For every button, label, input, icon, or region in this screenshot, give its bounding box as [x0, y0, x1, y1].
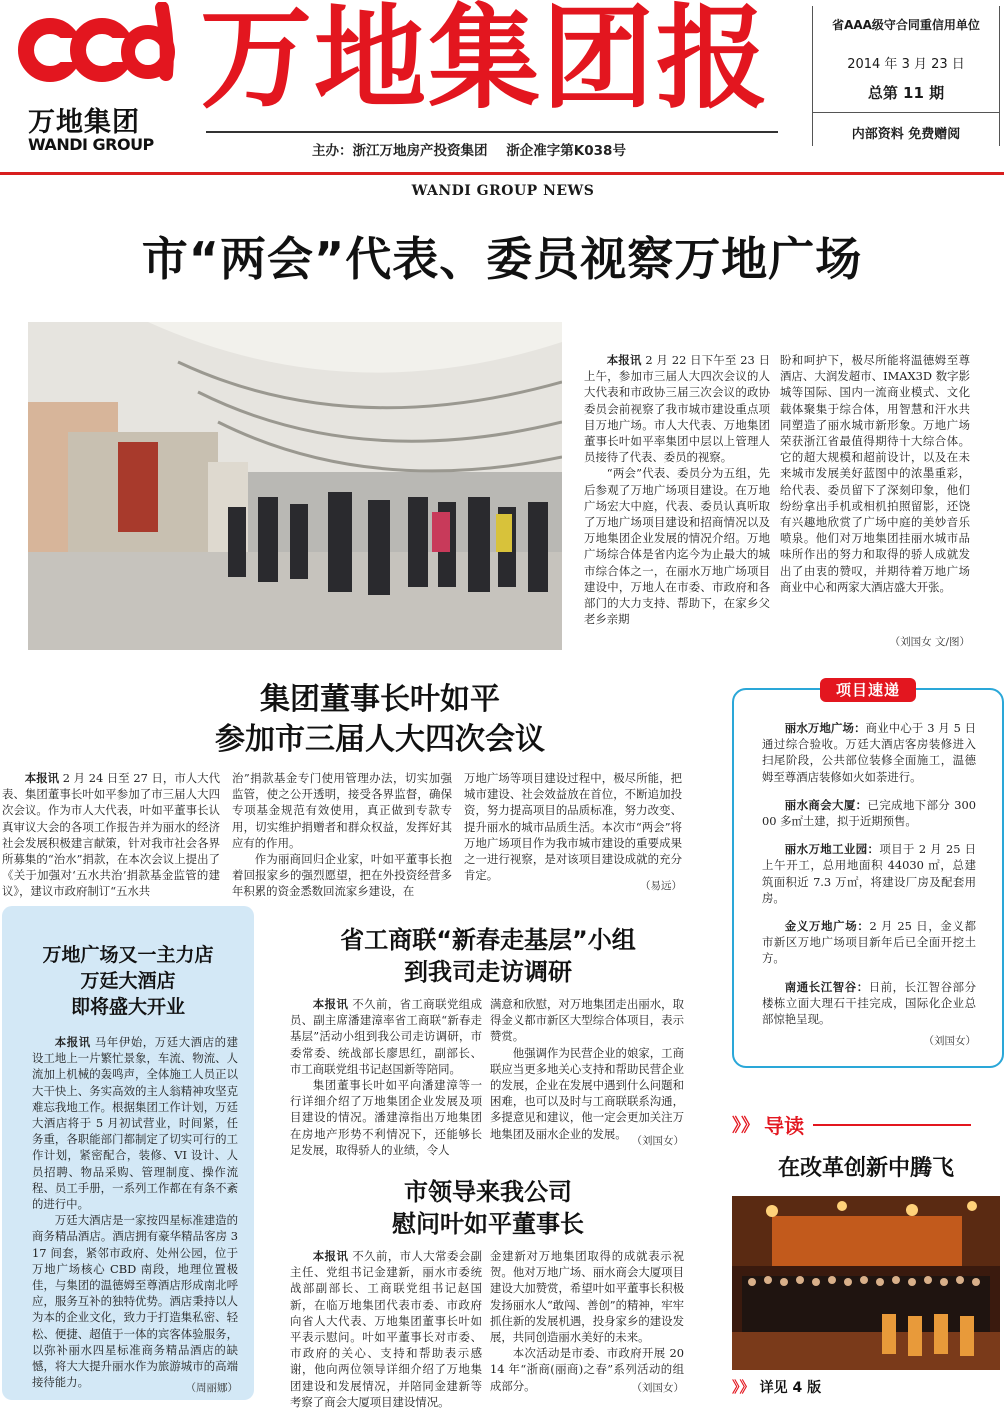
- issue-box: [812, 6, 1000, 146]
- hotel-byline: （周丽娜）: [185, 1382, 238, 1394]
- projects-list: [762, 720, 976, 1049]
- hotel-title-line2: 万廷大酒店: [80, 970, 176, 992]
- credit-line: 省AAA级守合同重信用单位: [832, 18, 980, 32]
- project-item: 丽水万地工业园：项目于 2 月 25 日上午开工，总用地面积 44030 ㎡，总建筑面积近 7.3 万㎡，将建设厂房及配套用房。: [762, 842, 976, 905]
- issue-divider: [813, 112, 999, 113]
- guide-rule: [813, 1124, 971, 1126]
- visiting-delegation-image: [28, 322, 562, 650]
- paragraph: 万地广场等项目建设过程中，极尽所能，把城市建设、社会效益放在首位，不断追加投资，努力提高项目的品质标准，努力改变、提升丽水的城市品质生活。本次市“两会”将万地广场项目作为我市城市建设的重要成果之一进行视察，是对该项目建设成就的充分肯定。: [464, 771, 682, 883]
- sponsor-line: 主办：浙江万地房产投资集团 浙企准字第K038号: [312, 143, 626, 159]
- project-item: 丽水商会大厦：已完成地下部分 30000 多㎡土建，拟于近期预售。: [762, 797, 976, 829]
- story4-col2: [490, 1248, 684, 1394]
- red-rule: [0, 172, 1004, 175]
- issue-date: 2014 年 3 月 23 日: [847, 57, 965, 72]
- hotel-box: [2, 906, 254, 1400]
- story3-col2: [490, 996, 684, 1142]
- story2-title-line1: 集团董事长叶如平: [260, 682, 500, 717]
- logo-cn: 万地集团: [28, 107, 140, 138]
- title-underline: [206, 131, 778, 133]
- headline-col1: [584, 352, 770, 627]
- story4-col1: [290, 1248, 482, 1410]
- project-item: 金义万地广场：2 月 25 日，金义都市新区万地广场项目新年后已全面开挖土方。: [762, 919, 976, 966]
- story4-byline: （刘国女）: [631, 1382, 684, 1394]
- headline-photo: [28, 322, 562, 650]
- story2-col3: [464, 770, 682, 883]
- story2-col2: [232, 770, 452, 900]
- paragraph: 盼和呵护下，极尽所能将温德姆至尊酒店、大润发超市、IMAX3D 数字影城等国际、国内一流商业模式、文化载体聚集于综合体，用智慧和汗水共同塑造了丽水城市新形象。万地广场荣获浙江省最值得期待十大综合体。它的超大规模和超前设计，以及在未来城市发展美好蓝图中的浓墨重彩，给代表、委员留下了深刻印象，他们纷纷拿出手机或相机拍照留影，还饶有兴趣地欣赏了广场中庭的美妙音乐喷泉。他们对万地集团挂丽水城市品味所作出的努力和取得的骄人成就发出了由衷的赞叹，并期待着万地广场商业中心和两家大酒店盛大开张。: [780, 353, 970, 594]
- hotel-text: [32, 1034, 238, 1390]
- hotel-title: [2, 942, 254, 1020]
- guide-photo: [732, 1196, 1000, 1370]
- story2-byline: （易远）: [640, 880, 682, 892]
- paragraph: 本报讯 不久前，市人大常委会副主任、党组书记金建新，丽水市委统战部副部长、工商联党组书记赵国新，在临万地集团代表市委、市政府向省人大代表、万地集团董事长叶如平表示慰问。叶如平董事长对市委、市政府的关心、支持和帮助表示感谢，他向两位领导详细介绍了万地集团建设和发展情况，并陪同金建新等考察了商会大厦项目建设情况。: [290, 1249, 482, 1409]
- projects-byline: （刘国女）: [923, 1035, 976, 1048]
- project-item: 丽水万地广场：商业中心于 3 月 5 日通过综合验收。万廷大酒店客房装修进入扫尾阶段，公共部位装修全面施工，温德姆至尊酒店装修如火如荼进行。: [762, 721, 976, 784]
- story3-title-line1: 省工商联“新春走基层”小组: [340, 926, 636, 954]
- ribbon-text: WANDI GROUP NEWS: [411, 183, 595, 199]
- guide-footer-marker: 》》: [732, 1378, 755, 1396]
- lead: 本报讯: [312, 1249, 349, 1263]
- paragraph: 本报讯 马年伊始，万廷大酒店的建设工地上一片繁忙景象，车流、物流、人流加上机械的轰鸣声，全体施工人员正以大干快上、务实高效的主人翁精神攻坚克难忘我地工作。根据集团工作计划，万廷大酒店将于 5 月初试营业，时间紧，任务重，各职能部门都制定了切实可行的工作计划，紧密配合，装修、VI 设计、人员招聘、物品采购、管理制度、操作流程、员工手册，一系列工作都在有条不紊的进行中。: [32, 1035, 238, 1212]
- paragraph: 本报讯 不久前，省工商联党组成员、副主席潘建漳率省工商联“新春走基层”活动小组到我公司走访调研，市委常委、统战部长廖思红，副部长、市工商联党组书记赵国新等陪同。: [290, 997, 482, 1076]
- story3-title: [268, 924, 708, 988]
- guide-footer-text: 详见 4 版: [759, 1380, 822, 1396]
- paragraph: 他强调作为民营企业的娘家，工商联应当更多地关心支持和帮助民营企业的发展，企业在发展中遇到什么问题和困难，也可以及时与工商联联系沟通，多提意见和建议，他一定会更加关注万地集团及丽水企业的发展。: [490, 1045, 684, 1141]
- lead: 本报讯: [606, 353, 642, 367]
- paragraph: 万廷大酒店是一家按四星标准建造的商务精品酒店。酒店拥有豪华精品客房 317 间套，紧邻市政府、处州公园，位于万地广场核心 CBD 南段，地理位置极佳，与集团的温德姆至尊酒店形成南北呼应，服务互补的独特优势。酒店秉持以人为本的企业文化，致力于打造集私密、轻松、便捷、超值于一体的宾客体验服务，以弥补丽水四星标准商务精品酒店的缺憾，将大大提升丽水作为旅游城市的高端接待能力。: [32, 1213, 238, 1390]
- project-item: 南通长江智谷：日前，长江智谷部分楼栋立面大理石干挂完成，国际化企业总部惊艳呈现。: [762, 979, 976, 1027]
- paragraph: 金建新对万地集团取得的成就表示祝贺。他对万地广场、丽水商会大厦项目建设大加赞赏，希望叶如平董事长积极发扬丽水人“敢闯、善创”的精神，牢牢抓住新的发展机遇，投身家乡的建设发展，共同创造丽水美好的未来。: [490, 1249, 684, 1345]
- guide-title: 在改革创新中腾飞: [777, 1156, 954, 1181]
- lead: 本报讯: [312, 997, 349, 1011]
- paragraph: 集团董事长叶如平向潘建漳等一行详细介绍了万地集团企业发展及项目建设的情况。潘建漳指出万地集团在房地产形势不利情况下，还能够长足发展，取得骄人的业绩，令人: [290, 1078, 482, 1157]
- story2-col1: [2, 770, 220, 900]
- guide-marker: 》》: [732, 1115, 759, 1137]
- story4-title: [268, 1176, 708, 1240]
- paragraph: 治”捐款基金专门使用管理办法，切实加强监管，使之公开透明，接受各界监督，确保专项基金规范有效使用，真正做到专款专用，切实维护捐赠者和群众权益，发挥好其应有的作用。: [232, 771, 452, 850]
- headline-col2: [780, 352, 970, 595]
- story3-title-line2: 到我司走访调研: [404, 958, 572, 986]
- hotel-title-line3: 即将盛大开业: [70, 996, 185, 1018]
- story2-title-line2: 参加市三届人大四次会议: [215, 722, 545, 757]
- gala-group-image: [732, 1196, 1000, 1370]
- paragraph: “两会”代表、委员分为五组，先后参观了万地广场项目建设。在万地广场宏大中庭，代表、委员认真听取了万地广场项目建设和招商情况以及万地集团企业发展的情况介绍。万地广场综合体是省内迄今为止最大的城市综合体之一，在丽水万地广场项目建设中，万地人在市委、市政府和各部门的大力支持、帮助下，在家乡父老乡亲期: [584, 466, 770, 627]
- projects-badge-label: 项目速递: [835, 681, 900, 699]
- guide-footer[interactable]: [732, 1376, 1000, 1398]
- headline-title: 市“两会”代表、委员视察万地广场: [141, 232, 863, 286]
- logo-en: WANDI GROUP: [28, 135, 154, 154]
- newspaper-title: 万地集团报: [200, 0, 770, 124]
- story2-title: [60, 680, 700, 760]
- issue-number: 总第 11 期: [867, 84, 945, 102]
- paragraph: 本报讯 2 月 24 日至 27 日，市人大代表、集团董事长叶如平参加了市三届人大四次会议。作为市人大代表，叶如平董事长认真审议大会的各项工作报告并为丽水的经济社会发展积极建言献策，针对我市社会各界所募集的“治水”捐款，在本次会议上提出了《关于加强对‘五水共治’捐款基金监管的建议》，建议市政府制订“五水共: [2, 771, 220, 899]
- ribbon: [398, 180, 608, 204]
- logo-mark: [16, 2, 176, 92]
- story3-col1: [290, 996, 482, 1158]
- paragraph: 作为丽商回归企业家，叶如平董事长抱着回报家乡的强烈愿望，把在外投资经营多年积累的资金悉数回流家乡建设，在: [232, 852, 452, 899]
- story3-byline: （刘国女）: [631, 1135, 684, 1147]
- masthead: [0, 0, 1004, 199]
- paragraph: 本次活动是市委、市政府开展 2014 年“浙商(丽商)之春”系列活动的组成部分。: [490, 1346, 684, 1393]
- guide-label: 导读: [764, 1114, 805, 1138]
- headline-byline: （刘国女 文/图）: [889, 636, 970, 648]
- paragraph: 满意和欣慰，对万地集团走出丽水，取得金义都市新区大型综合体项目，表示赞赏。: [490, 997, 684, 1044]
- paragraph: 本报讯 2 月 22 日下午至 23 日上午，参加市三届人大四次会议的人大代表和市政协三届三次会议的政协委员会前视察了我市城市建设重点项目万地广场。市人大代表、万地集团董事长叶如平率集团中层以上管理人员接待了代表、委员的视察。: [584, 353, 770, 465]
- guide-header: [732, 1110, 1000, 1140]
- lead: 本报讯: [24, 771, 60, 785]
- hotel-title-line1: 万地广场又一主力店: [42, 944, 214, 966]
- story4-title-line1: 市领导来我公司: [404, 1178, 572, 1206]
- story4-title-line2: 慰问叶如平董事长: [392, 1210, 584, 1238]
- ccd-logo-icon: [16, 2, 176, 92]
- projects-box: [732, 681, 1004, 1068]
- distribution-note: 内部资料 免费赠阅: [851, 127, 961, 142]
- lead: 本报讯: [54, 1035, 91, 1049]
- projects-badge: [820, 678, 916, 702]
